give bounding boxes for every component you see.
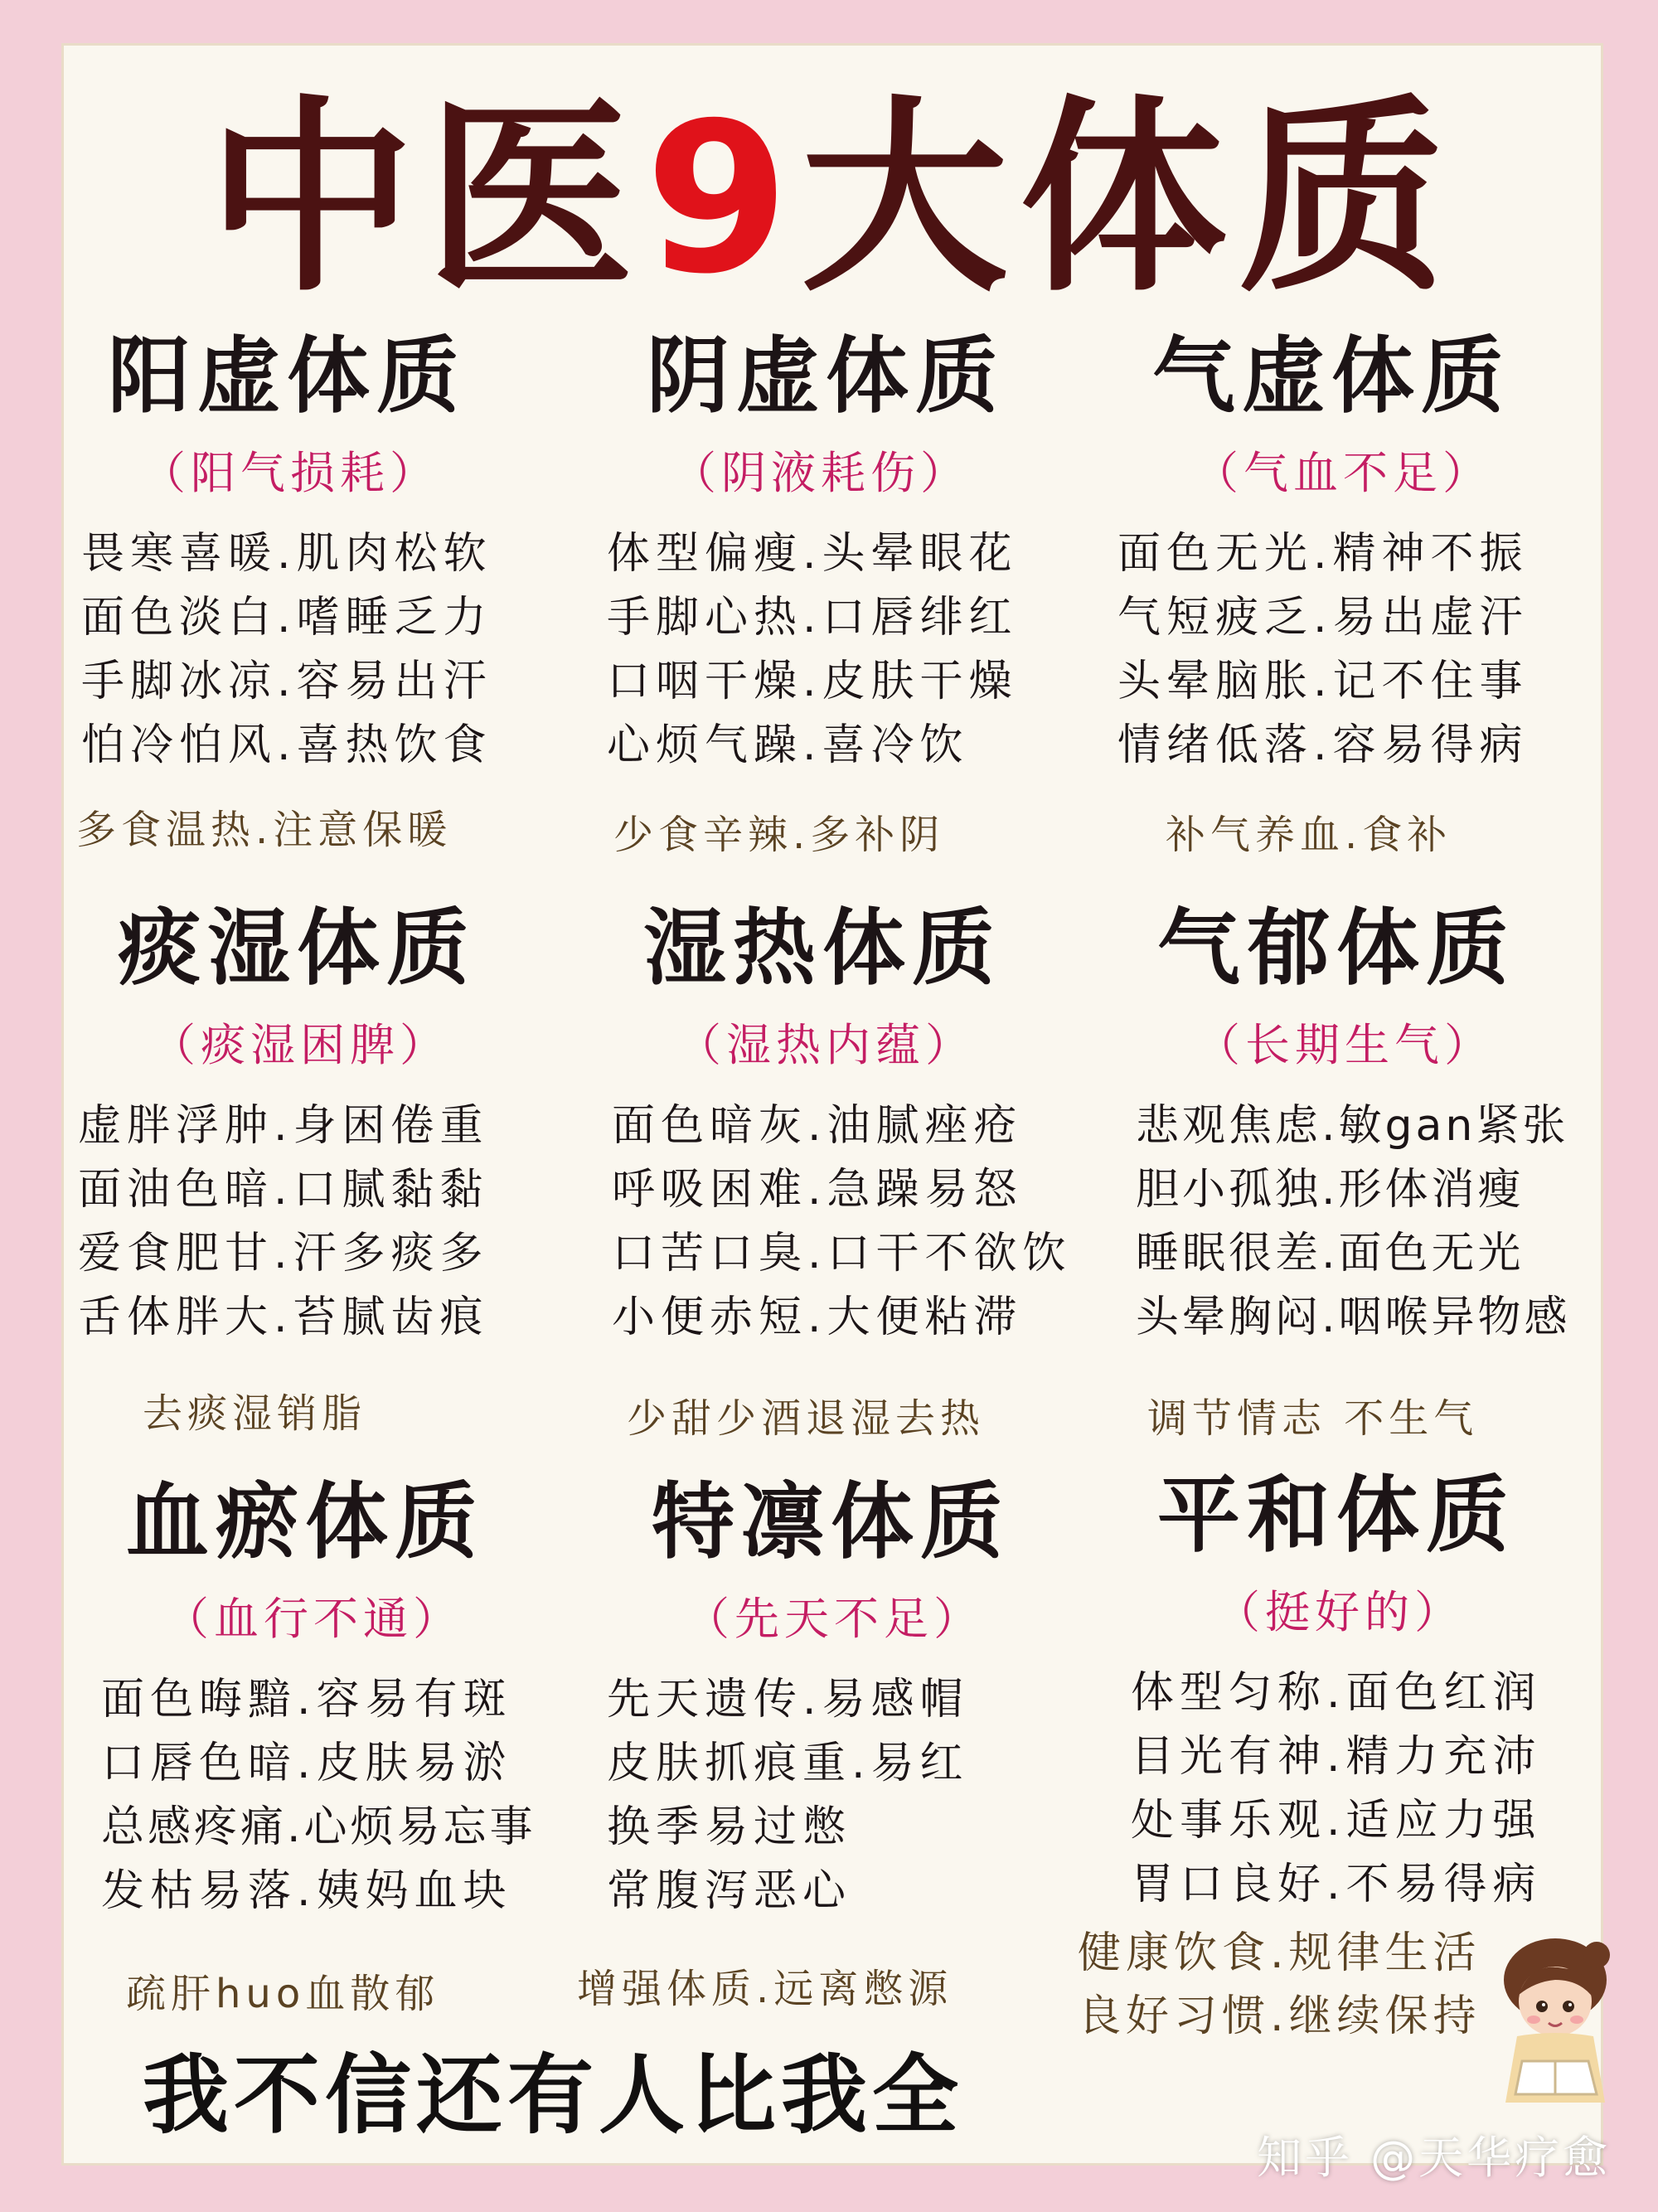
section-line: 体型匀称.面色红润 <box>1131 1668 1542 1718</box>
section-subtitle: （阴液耗伤） <box>671 447 970 499</box>
watermark: 知乎 @天华疗愈 <box>1257 2132 1612 2184</box>
section-subtitle: （湿热内蕴） <box>676 1019 975 1071</box>
section-line: 胃口良好.不易得病 <box>1131 1860 1542 1909</box>
section-advice-shire: 少甜少酒退湿去热 <box>627 1395 986 1442</box>
section-line: 头晕脑胀.记不住事 <box>1117 657 1529 706</box>
section-lines <box>81 522 605 778</box>
section-lines <box>607 1668 1149 1923</box>
bottom-slogan: 我不信还有人比我全 <box>143 2045 964 2146</box>
section-line: 皮肤抓痕重.易红 <box>607 1739 969 1788</box>
section-line: 体型偏瘦.头晕眼花 <box>607 529 1018 579</box>
section-title: 气郁体质 <box>1157 900 1515 997</box>
section-line: 面色暗灰.油腻痤疮 <box>612 1101 1023 1151</box>
section-title: 气虚体质 <box>1152 327 1510 424</box>
section-title: 湿热体质 <box>643 900 1001 997</box>
section-line: 呼吸困难.急躁易怒 <box>612 1165 1023 1215</box>
section-line: 手脚心热.口唇绯红 <box>607 593 1018 643</box>
section-line: 睡眠很差.面色无光 <box>1136 1229 1525 1278</box>
footer-advice <box>1078 1922 1481 2048</box>
section-line: 心烦气躁.喜冷饮 <box>607 720 969 770</box>
section-telin <box>607 1473 1149 1923</box>
section-qixu <box>1117 327 1650 778</box>
section-line: 悲观焦虑.敏gan紧张 <box>1136 1101 1569 1151</box>
section-line: 小便赤短.大便粘滞 <box>612 1293 1023 1342</box>
section-line: 总感疼痛.心烦易忘事 <box>101 1802 536 1852</box>
section-advice-yinxu: 少食辛辣.多补阴 <box>613 812 945 858</box>
footer-advice-line: 健康饮食.规律生活 <box>1078 1928 1481 1978</box>
section-line: 面色晦黯.容易有斑 <box>101 1675 512 1724</box>
section-line: 舌体胖大.苔腻齿痕 <box>78 1293 489 1342</box>
section-yinxu <box>607 327 1144 778</box>
section-shire <box>612 900 1141 1350</box>
section-line: 爱食肥甘.汗多痰多 <box>78 1229 489 1278</box>
section-qiyu <box>1136 900 1655 1350</box>
section-advice-qiyu: 调节情志 不生气 <box>1147 1395 1479 1442</box>
poster-title <box>64 78 1601 319</box>
section-subtitle: （挺好的） <box>1215 1586 1464 1638</box>
section-line: 怕冷怕风.喜热饮食 <box>81 720 492 770</box>
section-line: 胆小孤独.形体消瘦 <box>1136 1165 1525 1215</box>
title-suffix: 大体质 <box>800 78 1457 319</box>
section-lines <box>78 1094 615 1350</box>
section-line: 面色淡白.嗜睡乏力 <box>81 593 492 643</box>
section-tanshi <box>78 900 615 1350</box>
section-title: 阴虚体质 <box>647 327 1005 424</box>
section-line: 换季易过憋 <box>607 1802 852 1852</box>
section-line: 头晕胸闷.咽喉异物感 <box>1136 1293 1571 1342</box>
section-lines <box>1131 1661 1655 1917</box>
section-line: 虚胖浮肿.身困倦重 <box>78 1101 489 1151</box>
section-title: 特凛体质 <box>652 1473 1010 1570</box>
section-subtitle: （先天不足） <box>685 1593 983 1645</box>
section-lines <box>1117 522 1650 778</box>
section-advice-yangxu: 多食温热.注意保暖 <box>76 807 453 853</box>
section-yangxu <box>81 327 605 778</box>
section-lines <box>101 1668 623 1923</box>
section-advice-xueyu: 疏肝huo血散郁 <box>126 1971 440 2017</box>
footer-advice-line: 良好习惯.继续保持 <box>1078 1991 1481 2041</box>
section-line: 口咽干燥.皮肤干燥 <box>607 657 1018 706</box>
section-line: 面油色暗.口腻黏黏 <box>78 1165 489 1215</box>
title-number: 9 <box>645 78 801 319</box>
section-subtitle: （气血不足） <box>1194 447 1492 499</box>
section-line: 口苦口臭.口干不欲饮 <box>612 1229 1072 1278</box>
section-pinghe <box>1131 1467 1655 1917</box>
section-line: 先天遗传.易感帽 <box>607 1675 969 1724</box>
section-line: 气短疲乏.易出虚汗 <box>1117 593 1529 643</box>
section-advice-tanshi: 去痰湿销脂 <box>143 1390 367 1437</box>
section-title: 血瘀体质 <box>126 1473 484 1570</box>
girl-reading-illustration <box>1472 1937 1638 2111</box>
section-advice-telin: 增强体质.远离憋源 <box>577 1966 953 2012</box>
section-advice-qixu: 补气养血.食补 <box>1166 812 1452 858</box>
section-title: 阳虚体质 <box>108 327 466 424</box>
section-line: 畏寒喜暖.肌肉松软 <box>81 529 492 579</box>
section-line: 情绪低落.容易得病 <box>1117 720 1529 770</box>
section-line: 发枯易落.姨妈血块 <box>101 1866 512 1916</box>
section-xueyu <box>101 1473 623 1923</box>
section-title: 平和体质 <box>1157 1467 1515 1564</box>
section-lines <box>607 522 1144 778</box>
section-lines <box>612 1094 1141 1350</box>
section-line: 口唇色暗.皮肤易淤 <box>101 1739 512 1788</box>
section-subtitle: （血行不通） <box>164 1593 463 1645</box>
section-line: 手脚冰凉.容易出汗 <box>81 657 492 706</box>
section-line: 常腹泻恶心 <box>607 1866 852 1916</box>
section-subtitle: （痰湿困脾） <box>151 1019 449 1071</box>
section-subtitle: （长期生气） <box>1195 1019 1494 1071</box>
section-line: 面色无光.精神不振 <box>1117 529 1529 579</box>
title-prefix: 中医 <box>207 78 646 319</box>
section-lines <box>1136 1094 1655 1350</box>
section-line: 目光有神.精力充沛 <box>1131 1732 1542 1782</box>
section-title: 痰湿体质 <box>118 900 476 997</box>
section-line: 处事乐观.适应力强 <box>1131 1796 1542 1846</box>
section-subtitle: （阳气损耗） <box>141 447 439 499</box>
